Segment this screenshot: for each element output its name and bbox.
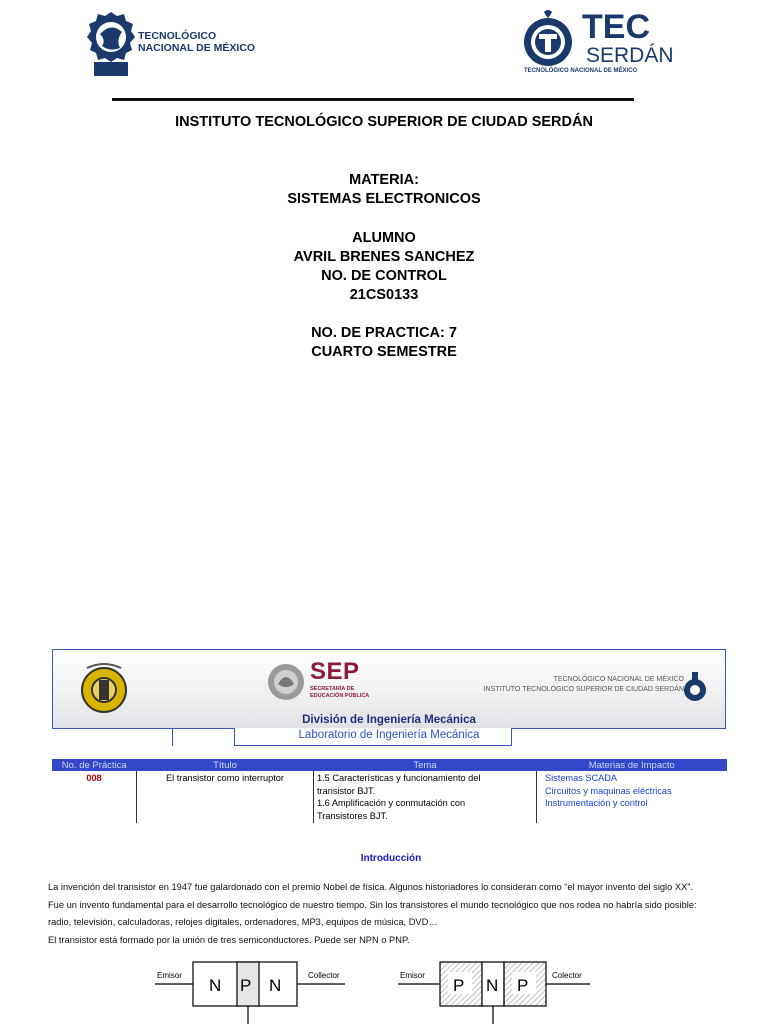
npn-collector-label: Collector bbox=[308, 971, 340, 980]
impact-subject: Instrumentación y control bbox=[545, 798, 648, 808]
intro-line: radio, televisión, calculadoras, relojes digitales, ordenadores, MP3, equipos de música, DVD… bbox=[48, 917, 438, 927]
intro-line: La invención del transistor en 1947 fue galardonado con el premio Nobel de física. Algunos historiadores lo consideran como “el mayor invento del siglo XX”. bbox=[48, 882, 693, 892]
control-label: NO. DE CONTROL bbox=[321, 268, 447, 284]
semester: CUARTO SEMESTRE bbox=[311, 344, 457, 360]
banner-tecnm-line1: TECNOLÓGICO NACIONAL DE MÉXICO bbox=[553, 676, 684, 683]
intro-line: Fue un invento fundamental para el desarrollo tecnológico de nuestro tiempo. Sin los transistores el mundo tecnológico que nos rodea no habría sido posible: bbox=[48, 900, 697, 910]
pnp-emitter-label: Emisor bbox=[400, 971, 425, 980]
header-topic: Tema bbox=[314, 759, 537, 771]
control-number: 21CS0133 bbox=[349, 287, 419, 303]
serdan-subtitle: TECNOLÓGICO NACIONAL DE MÉXICO bbox=[524, 68, 638, 74]
practice-topic-cell bbox=[314, 771, 537, 823]
impact-subject: Circuitos y maquinas eléctricas bbox=[545, 785, 672, 796]
pnp-collector-label: Colector bbox=[552, 971, 582, 980]
pnp-transistor-diagram bbox=[398, 956, 590, 1024]
npn-layer-1: N bbox=[209, 976, 222, 995]
banner-tecnm-line2: INSTITUTO TECNOLÓGICO SUPERIOR DE CIUDAD SERDÁN bbox=[483, 686, 684, 693]
mechanical-engineering-gear-icon bbox=[79, 660, 129, 716]
practice-title-cell: El transistor como interruptor bbox=[137, 771, 314, 823]
practice-table bbox=[52, 759, 727, 823]
npn-layer-2: P bbox=[240, 976, 252, 995]
pnp-layer-1: P bbox=[453, 976, 465, 995]
npn-transistor-diagram bbox=[155, 956, 345, 1024]
tecnm-line1: TECNOLÓGICO bbox=[138, 30, 217, 42]
practice-number: NO. DE PRACTICA: 7 bbox=[311, 325, 457, 341]
practice-table-header bbox=[52, 759, 727, 771]
intro-line: El transistor está formado por la unión de tres semiconductores. Puede ser NPN o PNP. bbox=[48, 935, 410, 945]
pnp-layer-3: P bbox=[517, 976, 529, 995]
mexico-seal-icon bbox=[266, 662, 306, 702]
tec-serdan-logo bbox=[520, 8, 680, 80]
topic-line: 1.6 Amplificación y conmutación con bbox=[317, 798, 466, 808]
tec-wordmark: TEC bbox=[582, 8, 650, 46]
subject-name: SISTEMAS ELECTRONICOS bbox=[287, 191, 481, 207]
topic-line: transistor BJT. bbox=[317, 785, 376, 796]
npn-layer-3: N bbox=[269, 976, 282, 995]
tecnm-line2: NACIONAL DE MÉXICO bbox=[138, 42, 256, 54]
sep-subtitle bbox=[310, 686, 369, 700]
tec-gear-small-icon bbox=[683, 670, 707, 708]
lab-title: Laboratorio de Ingeniería Mecánica bbox=[298, 729, 480, 741]
serdan-emblem-icon bbox=[520, 8, 582, 70]
npn-emitter-label: Emisor bbox=[157, 971, 182, 980]
sep-wordmark: SEP bbox=[310, 658, 360, 685]
header-divider bbox=[112, 98, 634, 101]
tecnm-gear-icon bbox=[86, 10, 136, 78]
header-title: Título bbox=[137, 759, 314, 771]
table-row bbox=[52, 771, 727, 823]
header-impact-subjects: Materias de Impacto bbox=[537, 759, 728, 771]
student-label: ALUMNO bbox=[352, 230, 416, 246]
subject-label: MATERIA: bbox=[349, 172, 419, 188]
banner-tecnm-text bbox=[480, 675, 684, 695]
header-practice-number: No. de Práctica bbox=[52, 759, 137, 771]
topic-line: 1.5 Características y funcionamiento del bbox=[317, 773, 481, 783]
tecnm-wordmark bbox=[138, 30, 255, 54]
practice-number-cell: 008 bbox=[52, 771, 137, 823]
serdan-wordmark: SERDÁN bbox=[586, 44, 674, 67]
pnp-layer-2: N bbox=[486, 976, 499, 995]
institute-title: INSTITUTO TECNOLÓGICO SUPERIOR DE CIUDAD SERDÁN bbox=[175, 114, 593, 130]
topic-line: Transistores BJT. bbox=[317, 810, 388, 821]
impact-subjects-cell bbox=[537, 771, 728, 823]
student-name: AVRIL BRENES SANCHEZ bbox=[293, 249, 475, 265]
sep-subtitle-line2: EDUCACIÓN PÚBLICA bbox=[310, 693, 370, 699]
impact-subject: Sistemas SCADA bbox=[545, 773, 617, 783]
intro-heading: Introducción bbox=[360, 853, 422, 864]
division-title: División de Ingeniería Mecánica bbox=[302, 714, 476, 726]
sep-subtitle-line1: SECRETARÍA DE bbox=[310, 686, 355, 692]
